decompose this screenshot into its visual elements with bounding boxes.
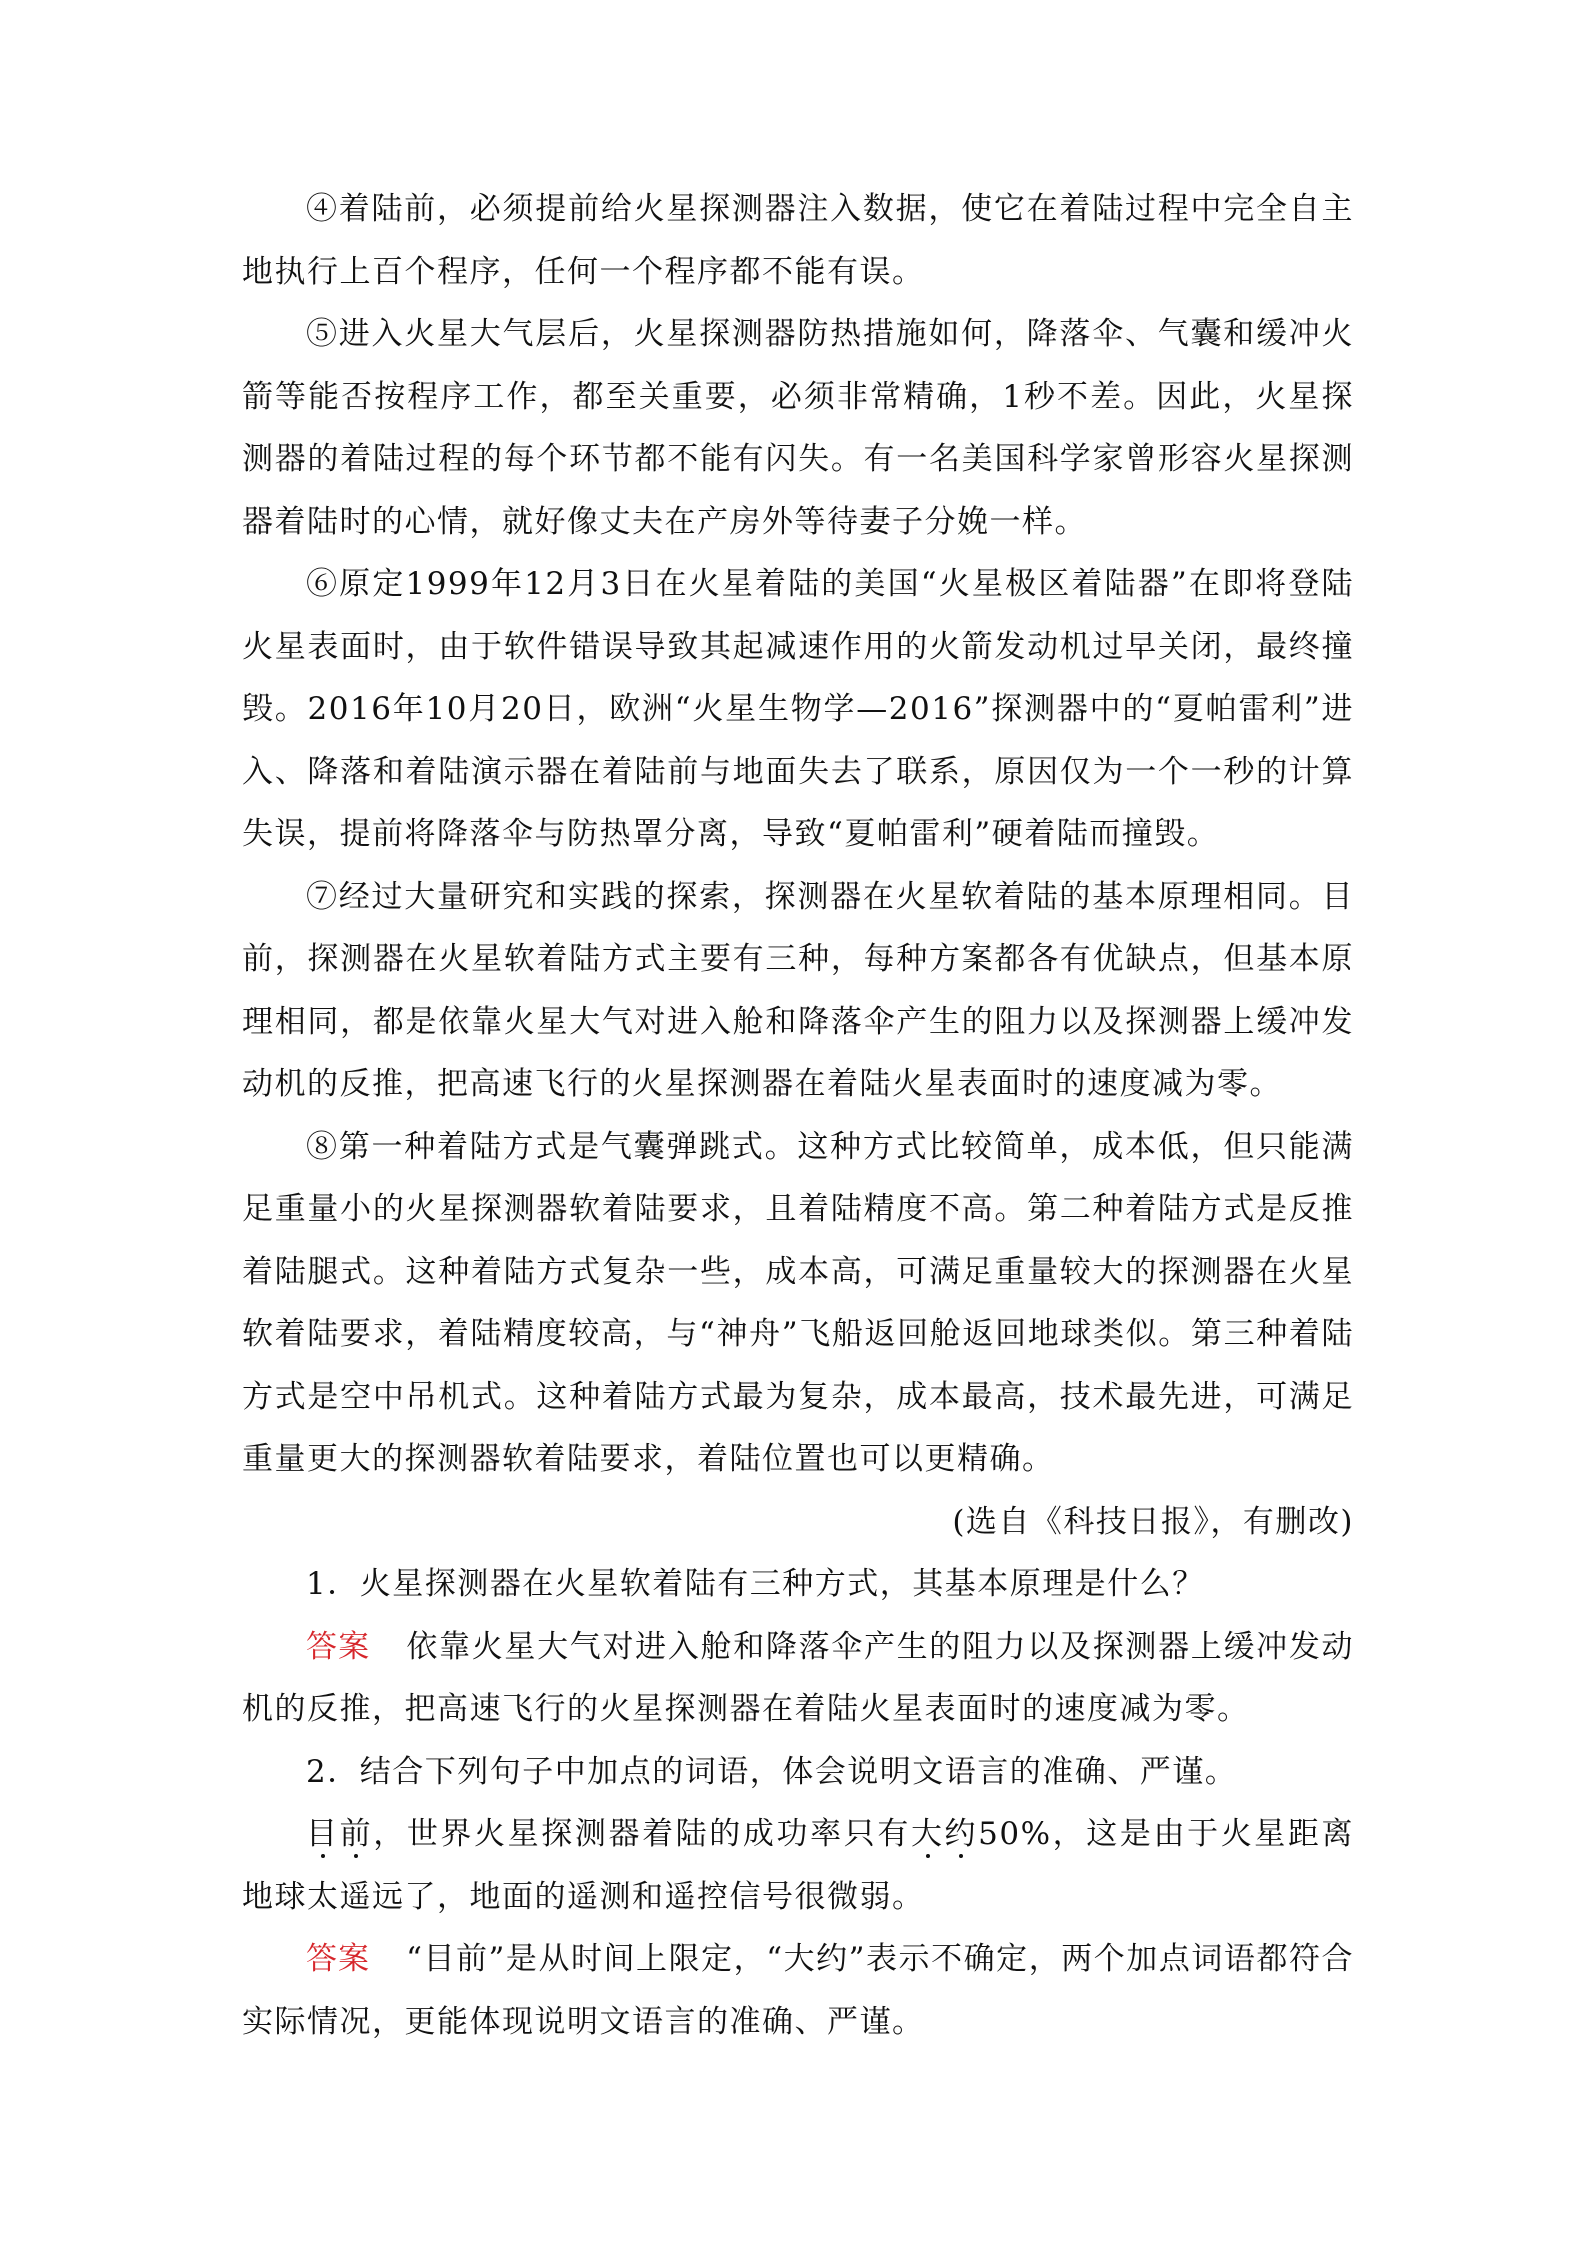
answer-1 [242,1616,1354,1741]
paragraph-8: ⑧第一种着陆方式是气囊弹跳式。这种方式比较简单，成本低，但只能满足重量小的火星探测器软着陆要求，且着陆精度不高。第二种着陆方式是反推着陆腿式。这种着陆方式复杂一些，成本高，可满足重量较大的探测器在火星软着陆要求，着陆精度较高，与“神舟”飞船返回舱返回地球类似。第三种着陆方式是空中吊机式。这种着陆方式最为复杂，成本最高，技术最先进，可满足重量更大的探测器软着陆要求，着陆位置也可以更精确。 [242,1128,1354,1477]
emphasis-char: 前 [339,1816,374,1852]
paragraph-4: ④着陆前，必须提前给火星探测器注入数据，使它在着陆过程中完全自主地执行上百个程序，任何一个程序都不能有误。 [242,191,1354,290]
paragraph-6: ⑥原定1999年12月3日在火星着陆的美国“火星极区着陆器”在即将登陆火星表面时，由于软件错误导致其起减速作用的火箭发动机过早关闭，最终撞毁。2016年10月20日，欧洲“火星生物学—2016”探测器中的“夏帕雷利”进入、降落和着陆演示器在着陆前与地面失去了联系，原因仅为一个一秒的计算失误，提前将降落伞与防热罩分离，导致“夏帕雷利”硬着陆而撞毁。 [242,566,1354,852]
paragraph-7: ⑦经过大量研究和实践的探索，探测器在火星软着陆的基本原理相同。目前，探测器在火星软着陆方式主要有三种，每种方案都各有优缺点，但基本原理相同，都是依靠火星大气对进入舱和降落伞产生的阻力以及探测器上缓冲发动机的反推，把高速飞行的火星探测器在着陆火星表面时的速度减为零。 [242,878,1354,1102]
answer-label: 答案 [306,1628,371,1665]
dotted-word-dayue [911,1816,978,1852]
answer-1-text: 依靠火星大气对进入舱和降落伞产生的阻力以及探测器上缓冲发动机的反推，把高速飞行的火星探测器在着陆火星表面时的速度减为零。 [242,1628,1355,1727]
answer-2 [242,1928,1354,2053]
question-1: 1．火星探测器在火星软着陆有三种方式，其基本原理是什么？ [306,1566,1205,1602]
sentence-part-2: 50%，这是由于火星距离地球太遥远了，地面的遥测和遥控信号很微弱。 [242,1816,1355,1915]
paragraph-5: ⑤进入火星大气层后，火星探测器防热措施如何，降落伞、气囊和缓冲火箭等能否按程序工作，都至关重要，必须非常精确，1秒不差。因此，火星探测器的着陆过程的每个环节都不能有闪失。有一名美国科学家曾形容火星探测器着陆时的心情，就好像丈夫在产房外等待妻子分娩一样。 [242,316,1354,540]
answer-2-text: “目前”是从时间上限定，“大约”表示不确定，两个加点词语都符合实际情况，更能体现说明文语言的准确、严谨。 [242,1941,1355,2040]
emphasis-char: 大 [910,1816,945,1852]
source-citation: (选自《科技日报》，有删改) [952,1503,1354,1540]
answer-label: 答案 [306,1941,371,1977]
question-2: 2．结合下列句子中加点的词语，体会说明文语言的准确、严谨。 [306,1753,1238,1790]
dotted-word-muqian [306,1816,373,1852]
document-page [242,178,1354,2053]
example-sentence [242,1803,1354,1928]
emphasis-char: 约 [944,1816,979,1852]
emphasis-char: 目 [306,1816,340,1852]
sentence-part-1: ，世界火星探测器着陆的成功率只有 [373,1816,911,1852]
